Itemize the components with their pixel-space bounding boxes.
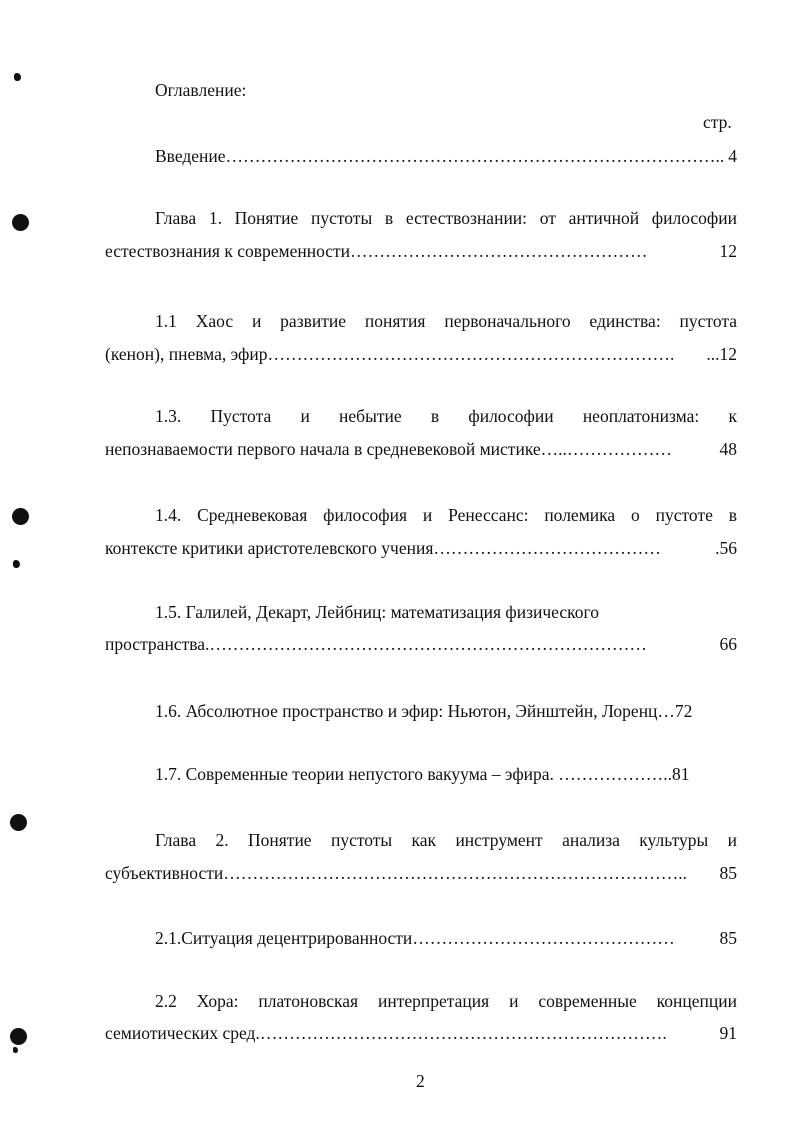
entry-page: ...12 (706, 344, 737, 364)
entry-page: .56 (715, 538, 737, 558)
page-column-label: стр. (703, 112, 732, 132)
toc-entry-line: 2.2 Хора: платоновская интерпретация и современные концепции (155, 991, 737, 1011)
entry-text: непознаваемости первого начала в средневековой мистике (105, 439, 541, 459)
entry-page: 91 (719, 1023, 737, 1043)
toc-entry-line (155, 927, 737, 949)
entry-page: 4 (728, 146, 737, 166)
leader-dots: ………………………………………………………………………….. (225, 146, 725, 166)
page-number: 2 (416, 1071, 425, 1091)
toc-entry-line (105, 537, 737, 559)
leader-dots: …..……………… (540, 439, 672, 459)
entry-text: пространства. (105, 634, 210, 654)
scan-speck (13, 1047, 18, 1053)
toc-entry-line (105, 862, 737, 884)
entry-text: 2.1.Ситуация децентрированности (155, 928, 413, 948)
toc-entry-line: 1.1 Хаос и развитие понятия первоначального единства: пустота (155, 311, 737, 331)
toc-entry-line (105, 438, 737, 460)
entry-page: 12 (719, 241, 737, 261)
toc-entry-intro (155, 145, 737, 167)
toc-entry-line: 1.4. Средневековая философия и Ренессанс: полемика о пустоте в (155, 505, 737, 525)
entry-page: 85 (719, 928, 737, 948)
leader-dots: …………………………………………… (350, 241, 648, 261)
leader-dots: ……………………………………………………………. (267, 344, 675, 364)
entry-text: естествознания к современности (105, 241, 351, 261)
toc-entry-line: Глава 2. Понятие пустоты как инструмент анализа культуры и (155, 830, 737, 850)
entry-page: 48 (719, 439, 737, 459)
toc-entry-line: 1.5. Галилей, Декарт, Лейбниц: математизация физического (155, 602, 599, 622)
entry-text: субъективности (105, 863, 224, 883)
entry-text: контексте критики аристотелевского учения (105, 538, 434, 558)
scan-speck (14, 73, 21, 81)
binding-hole (10, 814, 27, 831)
binding-hole (12, 508, 29, 525)
leader-dots: ………………………………… (433, 538, 661, 558)
binding-hole (10, 1028, 27, 1045)
binding-hole (12, 214, 29, 231)
entry-text: семиотических сред. (105, 1023, 260, 1043)
toc-entry-line: Глава 1. Понятие пустоты в естествознании: от античной философии (155, 208, 737, 228)
toc-title: Оглавление: (155, 80, 247, 100)
scan-speck (13, 560, 20, 568)
entry-page: 85 (719, 863, 737, 883)
toc-entry-line (105, 240, 737, 262)
entry-text: (кенон), пневма, эфир (105, 344, 268, 364)
leader-dots: …………………………………………………………………….. (223, 863, 687, 883)
toc-entry-line (105, 633, 737, 655)
toc-entry-line: 1.3. Пустота и небытие в философии неоплатонизма: к (155, 406, 737, 426)
leader-dots: ……………………………………… (412, 928, 675, 948)
entry-page: 66 (719, 634, 737, 654)
toc-entry-line (105, 343, 737, 365)
toc-entry-line: 1.6. Абсолютное пространство и эфир: Ньютон, Эйнштейн, Лоренц…72 (155, 701, 693, 721)
toc-entry-line (105, 1022, 737, 1044)
leader-dots: ………………………………………………………………… (209, 634, 647, 654)
toc-entry-line: 1.7. Современные теории непустого вакуума – эфира. ………………..81 (155, 764, 690, 784)
entry-text: Введение (155, 146, 226, 166)
leader-dots: ……………………………………………………………. (259, 1023, 667, 1043)
